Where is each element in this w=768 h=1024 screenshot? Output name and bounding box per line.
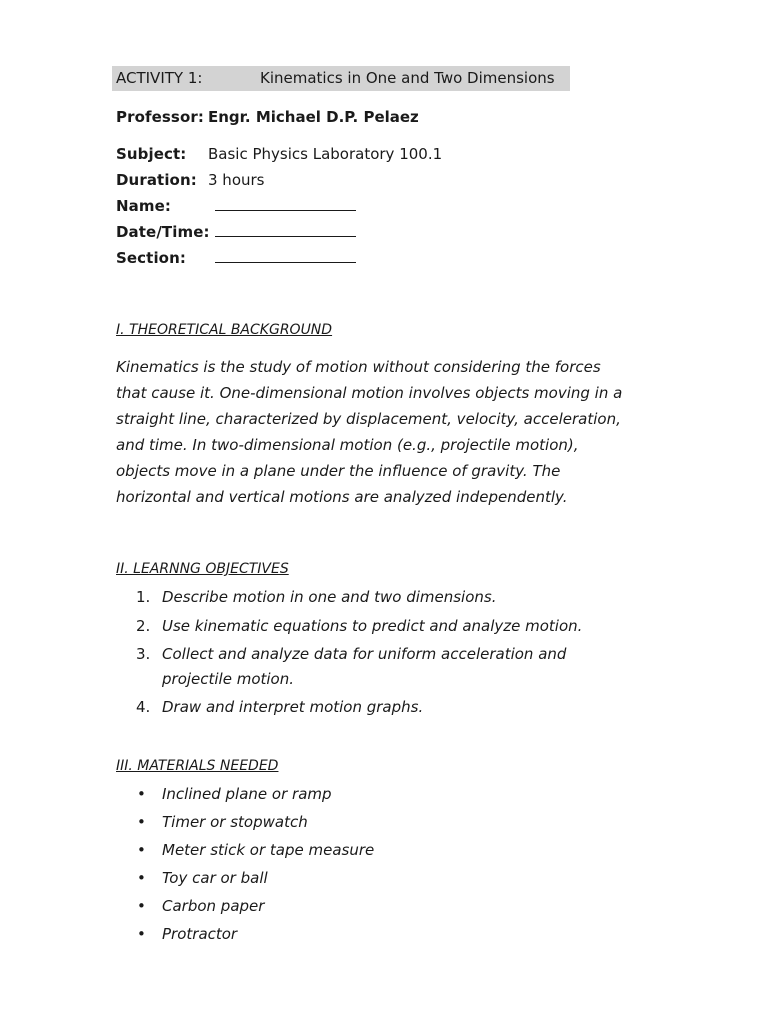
activity-label: ACTIVITY 1:	[116, 69, 203, 87]
list-number: 1.	[136, 588, 151, 606]
datetime-label: Date/Time:	[116, 223, 210, 241]
list-number: 3.	[136, 645, 151, 663]
subject-label: Subject:	[116, 145, 187, 163]
bullet-icon: •	[137, 841, 146, 859]
bullet-icon: •	[137, 869, 146, 887]
paragraph-line: that cause it. One-dimensional motion involves objects moving in a	[116, 384, 623, 402]
duration-label: Duration:	[116, 171, 197, 189]
section-blank-line[interactable]	[215, 262, 356, 263]
datetime-blank-line[interactable]	[215, 236, 356, 237]
section-label: Section:	[116, 249, 186, 267]
duration-value: 3 hours	[208, 171, 265, 189]
paragraph-line: objects move in a plane under the influence of gravity. The	[116, 462, 561, 480]
activity-title-bar	[112, 66, 570, 91]
list-item-text: Draw and interpret motion graphs.	[162, 698, 424, 716]
list-item-text: Meter stick or tape measure	[162, 841, 375, 859]
bullet-icon: •	[137, 925, 146, 943]
bullet-icon: •	[137, 897, 146, 915]
list-item-text: Carbon paper	[162, 897, 265, 915]
list-number: 4.	[136, 698, 151, 716]
paragraph-line: and time. In two-dimensional motion (e.g., projectile motion),	[116, 436, 579, 454]
professor-label: Professor:	[116, 108, 204, 126]
paragraph-line: horizontal and vertical motions are analyzed independently.	[116, 488, 568, 506]
learning-objectives-heading: II. LEARNNG OBJECTIVES	[116, 561, 289, 577]
list-item-text: Use kinematic equations to predict and analyze motion.	[162, 617, 583, 635]
list-item-text: Timer or stopwatch	[162, 813, 308, 831]
activity-title: Kinematics in One and Two Dimensions	[260, 69, 555, 87]
list-item-text: Toy car or ball	[162, 869, 268, 887]
list-item-text: Collect and analyze data for uniform acceleration and	[162, 645, 567, 663]
bullet-icon: •	[137, 813, 146, 831]
paragraph-line: Kinematics is the study of motion without considering the forces	[116, 358, 601, 376]
list-item-text: Describe motion in one and two dimensions.	[162, 588, 497, 606]
list-item-text: Inclined plane or ramp	[162, 785, 332, 803]
name-blank-line[interactable]	[215, 210, 356, 211]
materials-needed-heading: III. MATERIALS NEEDED	[116, 758, 279, 774]
name-label: Name:	[116, 197, 171, 215]
list-item-text: Protractor	[162, 925, 238, 943]
list-item-text: projectile motion.	[162, 670, 295, 688]
list-number: 2.	[136, 617, 151, 635]
professor-value: Engr. Michael D.P. Pelaez	[208, 108, 419, 126]
theoretical-background-paragraph	[116, 354, 656, 510]
bullet-icon: •	[137, 785, 146, 803]
paragraph-line: straight line, characterized by displacement, velocity, acceleration,	[116, 410, 621, 428]
theoretical-background-heading: I. THEORETICAL BACKGROUND	[116, 322, 333, 338]
subject-value: Basic Physics Laboratory 100.1	[208, 145, 443, 163]
